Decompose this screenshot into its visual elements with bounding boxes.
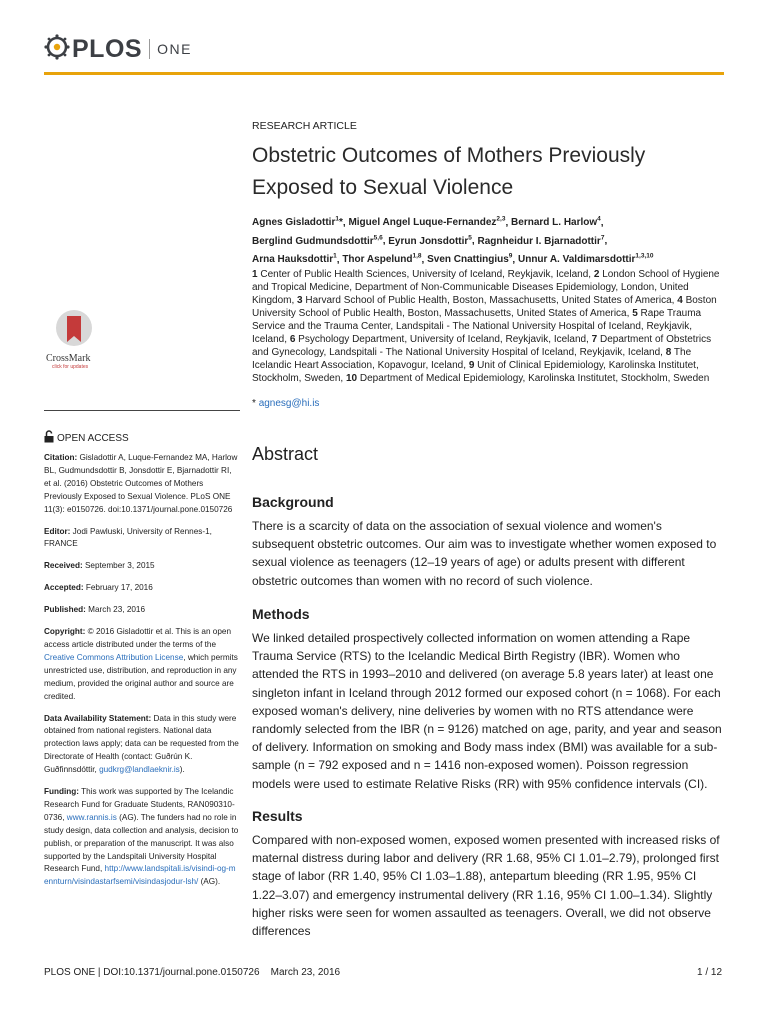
brand-name: PLOS: [72, 34, 143, 63]
author: Berglind Gudmundsdottir$^{5,6}$: [252, 234, 383, 247]
methods-heading: Methods: [252, 606, 310, 622]
landspitali-fund-link[interactable]: http://www.landspitali.is/visindi-og-mennturn/visindastarfsemi/visindasjodur-lsh/: [44, 864, 236, 887]
author: Ragnheidur I. Bjarnadottir$^7$: [477, 234, 605, 247]
author-list: Agnes Gisladottir$^1$*, Miguel Angel Luque-Fernandez$^{2,3}$, Bernard L. Harlow$^4$, Berglind Gudmundsdottir$^{5,6}$, Eyrun Jonsdottir$^5$, Ragnheidur I. Bjarnadottir$^7$, Arna Hauksdottir$^1$, Thor Aspelund$^{1,8}$, Sven Cnattingius$^9$, Unnur A. Valdimarsdottir$^{1,3,10}$: [252, 216, 654, 265]
author: Unnur A. Valdimarsdottir$^{1,3,10}$: [517, 252, 654, 265]
affiliation: 8 The Icelandic Heart Association, Kopavogur, Iceland,: [252, 347, 692, 371]
author: Bernard L. Harlow$^4$: [511, 216, 601, 229]
funding: Funding: This work was supported by The Icelandic Research Fund for Graduate Students, RAN090310-0736, www.rannis.is (AG). The funders had no role in study design, data collection and analysis, decision to publish, or preparation of the manuscript. It was also supported by the Landspitali University Hospital Research Fund, http://www.landspitali.is/visindi-og-mennturn/visindastarfsemi/visindasjodur-lsh/ (AG).: [44, 787, 239, 887]
citation: Citation: Gisladottir A, Luque-Fernandez MA, Harlow BL, Gudmundsdottir B, Jonsdottir E, Bjarnadottir RI, et al. (2016) Obstetric Outcomes of Mothers Previously Exposed to Sexual Violence. PLoS ONE 11(3): e0150726. doi:10.1371/journal.pone.0150726: [44, 453, 238, 514]
open-access-label: OPEN ACCESS: [44, 430, 129, 446]
journal-logo[interactable]: [44, 34, 192, 64]
sidebar-rule: [44, 410, 240, 411]
affiliation: 4 Boston University School of Public Health, Boston, Massachusetts, United States of America,: [252, 295, 717, 319]
affiliation: 5 Rape Trauma Service and the Trauma Center, Landspitali - The National University Hospital of Iceland, Reykjavik, Iceland,: [252, 308, 702, 345]
logo-divider: [149, 39, 150, 59]
corresponding-email-link[interactable]: agnesg@hi.is: [258, 398, 320, 409]
footer-citation: PLOS ONE | DOI:10.1371/journal.pone.0150726 March 23, 2016: [44, 967, 341, 978]
affiliation-list: [252, 268, 722, 385]
crossmark-label: CrossMark: [46, 353, 91, 364]
article-info-sidebar: [44, 452, 240, 898]
copyright: Copyright: © 2016 Gisladottir et al. This is an open access article distributed under the terms of the Creative Commons Attribution License, which permits unrestricted use, distribution, and reproduction in any medium, provided the original author and source are credited.: [44, 627, 238, 701]
accepted-date: Accepted: February 17, 2016: [44, 583, 153, 593]
results-heading: Results: [252, 808, 303, 824]
license-link[interactable]: Creative Commons Attribution License: [44, 652, 184, 662]
rannis-link[interactable]: www.rannis.is: [66, 812, 117, 822]
page-number: 1 / 12: [697, 967, 723, 978]
author: Sven Cnattingius$^9$: [427, 252, 513, 265]
author: Agnes Gisladottir$^1$*: [252, 216, 343, 229]
article-title: Obstetric Outcomes of Mothers Previously Exposed to Sexual Violence: [252, 144, 646, 199]
abstract-heading: Abstract: [252, 444, 319, 464]
affiliation: 2 London School of Hygiene and Tropical Medicine, Department of Non-Communicable Diseases Epidemiology, London, United Kingdom,: [252, 269, 720, 306]
affiliation: 9 Unit of Clinical Epidemiology, Karolinska Institutet, Stockholm, Sweden,: [252, 360, 699, 384]
affiliation: 1 Center of Public Health Sciences, University of Iceland, Reykjavik, Iceland,: [252, 269, 592, 280]
author: Miguel Angel Luque-Fernandez$^{2,3}$: [348, 216, 506, 229]
received-date: Received: September 3, 2015: [44, 561, 155, 571]
data-availability: Data Availability Statement: Data in this study were obtained from national registers. National data protection laws apply; data can be requested from the Directorate of Health (contact: Guðrún K. Guðfinnsdóttir, gudkrg@landlaeknir.is).: [44, 713, 239, 775]
corresponding-author: * agnesg@hi.is: [252, 398, 320, 409]
affiliation: 6 Psychology Department, University of Iceland, Reykjavik, Iceland,: [289, 334, 589, 345]
article-type: RESEARCH ARTICLE: [252, 120, 357, 132]
published-date: Published: March 23, 2016: [44, 605, 146, 615]
results-text: Compared with non-exposed women, exposed women presented with increased risks of maternal distress during labor and delivery (RR 1.68, 95% CI 1.01–2.79), prolonged first stage of labor (RR 1.40, 95% CI 1.03–1.88), antepartum bleeding (RR 1.95, 95% CI 1.22–3.07) and emergency instrumental delivery (RR 1.16, 95% CI 1.00–1.34). Slightly higher risks were seen for women assaulted as teenagers. Overall, we did not observe differences: [252, 833, 720, 939]
plos-logo-icon: [44, 34, 70, 65]
author: Eyrun Jonsdottir$^5$: [388, 234, 472, 247]
crossmark-badge[interactable]: [44, 308, 104, 370]
affiliation: 3 Harvard School of Public Health, Boston, Massachusetts, United States of America,: [297, 295, 675, 306]
crossmark-icon: [44, 335, 104, 352]
author: Arna Hauksdottir$^1$: [252, 252, 337, 265]
background-text: There is a scarcity of data on the association of sexual violence and women's subsequent obstetric outcomes. Our aim was to investigate whether women exposed to sexual violence as teenagers (12–19 years of age) or adults present with different obstetric outcomes than women with no record of such violence.: [252, 519, 717, 588]
author: Thor Aspelund$^{1,8}$: [342, 252, 422, 265]
affiliation: 7 Department of Obstetrics and Gynecology, Landspitali - The National University Hospital of Iceland, Reykjavik, Iceland,: [252, 334, 712, 358]
data-contact-email-link[interactable]: gudkrg@landlaeknir.is: [99, 765, 180, 775]
header-rule: [44, 72, 724, 75]
methods-text: We linked detailed prospectively collected information on women attending a Rape Trauma Service (RTS) to the Icelandic Medical Birth Registry (IBR). Women who attended the RTS in 1993–2010 and delivered (on average 5.8 years later) at least one singleton infant in Iceland through 2012 formed our exposed cohort (n = 1068). For each exposed woman's delivery, nine deliveries by women with no RTS attendance were randomly selected from the IBR (n = 9126) matched on age, parity, and year and season of delivery. Information on smoking and Body mass index (BMI) was available for a sub-sample (n = 792 exposed and n = 1416 non-exposed women). Poisson regression models were used to estimate Relative Risks (RR) with 95% confidence intervals (CI).: [252, 631, 722, 791]
journal-name: ONE: [157, 41, 192, 57]
open-lock-icon: [44, 430, 54, 446]
affiliation: 10 Department of Medical Epidemiology, Karolinska Institutet, Stockholm, Sweden: [345, 373, 710, 384]
editor: Editor: Jodi Pawluski, University of Rennes-1, FRANCE: [44, 526, 212, 549]
crossmark-sublabel: click for updates: [52, 364, 89, 370]
background-heading: Background: [252, 494, 334, 510]
